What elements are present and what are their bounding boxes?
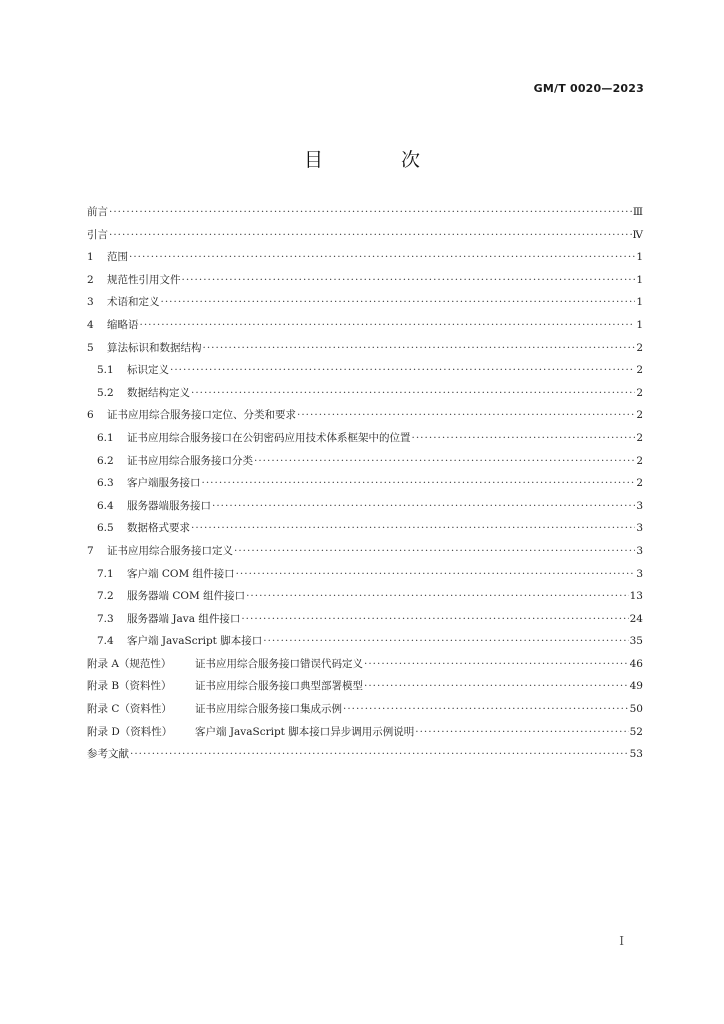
toc-entry-number: 3: [87, 296, 94, 309]
toc-entry-number: 5: [87, 341, 94, 354]
toc-entry[interactable]: [87, 585, 643, 608]
toc-entry-number: 附录 C（资料性）: [87, 703, 172, 716]
toc-entry-number: 7.3: [97, 612, 114, 625]
toc-entry-number: 6.3: [97, 477, 114, 490]
toc-entry[interactable]: [87, 269, 643, 292]
toc-entry[interactable]: [87, 359, 643, 382]
toc-entry-number: 2: [87, 273, 94, 286]
toc-entry-title: 缩略语: [107, 318, 139, 331]
toc-entry-title: 证书应用综合服务接口集成示例: [195, 703, 342, 716]
toc-entry[interactable]: [87, 246, 643, 269]
toc-entry-number: 6.1: [97, 431, 114, 444]
toc-entry-page: 53: [629, 748, 643, 761]
toc-entry-number: 6: [87, 409, 94, 422]
toc-entry-page: 1: [636, 318, 643, 331]
toc-entry-page: 2: [636, 431, 643, 444]
toc-entry-title: 客户端 JavaScript 脚本接口异步调用示例说明: [195, 725, 415, 738]
toc-dot-leader: [241, 608, 628, 631]
toc-entry-page: 46: [629, 657, 643, 670]
toc-dot-leader: [234, 540, 635, 563]
toc-entry-number: 5.2: [97, 386, 114, 399]
toc-entry-page: 52: [629, 725, 643, 738]
toc-dot-leader: [182, 269, 636, 292]
toc-entry-title: 证书应用综合服务接口典型部署模型: [195, 680, 363, 693]
toc-dot-leader: [246, 585, 629, 608]
toc-entry[interactable]: [87, 314, 643, 337]
toc-entry-number: 附录 A（规范性）: [87, 657, 172, 670]
toc-entry-number: 5.1: [97, 364, 114, 377]
toc-entry[interactable]: [87, 540, 643, 563]
toc-entry-number: 7: [87, 544, 94, 557]
document-number: GM/T 0020—2023: [533, 82, 644, 95]
toc-appendix-entry[interactable]: [87, 653, 643, 676]
toc-dot-leader: [129, 246, 635, 269]
toc-entry-title: 标识定义: [127, 364, 169, 377]
toc-dot-leader: [161, 291, 636, 314]
toc-entry-page: 3: [636, 544, 643, 557]
toc-entry[interactable]: [87, 382, 643, 405]
toc-entry[interactable]: [87, 517, 643, 540]
toc-dot-leader: [415, 721, 628, 744]
toc-appendix-entry[interactable]: [87, 721, 643, 744]
toc-dot-leader: [263, 630, 628, 653]
toc-entry[interactable]: [87, 495, 643, 518]
toc-entry-title: 客户端 JavaScript 脚本接口: [127, 635, 263, 648]
toc-entry[interactable]: [87, 608, 643, 631]
toc-entry-page: 1: [636, 273, 643, 286]
toc-entry[interactable]: [87, 404, 643, 427]
toc-entry[interactable]: [87, 450, 643, 473]
toc-appendix-entry[interactable]: [87, 698, 643, 721]
toc-entry-title: 证书应用综合服务接口分类: [127, 454, 253, 467]
toc-dot-leader: [191, 517, 635, 540]
toc-entry[interactable]: [87, 630, 643, 653]
toc-entry-title: 服务器端 Java 组件接口: [127, 612, 241, 625]
toc-entry-page: 3: [636, 522, 643, 535]
toc-entry-title: 客户端服务接口: [127, 477, 201, 490]
toc-entry-page: 2: [636, 454, 643, 467]
toc-dot-leader: [212, 495, 635, 518]
toc-entry-page: 2: [636, 409, 643, 422]
toc-entry-page: 49: [629, 680, 643, 693]
toc-appendix-entry[interactable]: [87, 675, 643, 698]
toc-entry-number: 4: [87, 318, 94, 331]
toc-dot-leader: [297, 404, 635, 427]
toc-entry-page: 24: [629, 612, 643, 625]
toc-entry-page: 3: [636, 499, 643, 512]
toc-entry[interactable]: [87, 743, 643, 766]
toc-dot-leader: [364, 675, 629, 698]
toc-dot-leader: [191, 382, 635, 405]
toc-entry-title: 范围: [107, 251, 128, 264]
page-number: Ⅰ: [619, 934, 624, 948]
toc-entry-title: 引言: [87, 228, 108, 241]
toc-entry-page: 50: [629, 703, 643, 716]
toc-entry-page: 2: [636, 386, 643, 399]
toc-entry-number: 7.1: [97, 567, 114, 580]
toc-entry[interactable]: [87, 472, 643, 495]
toc-dot-leader: [254, 450, 635, 473]
toc-entry-title: 服务器端 COM 组件接口: [127, 590, 246, 603]
toc-dot-leader: [170, 359, 635, 382]
toc-entry-title: 证书应用综合服务接口定义: [107, 544, 233, 557]
toc-dot-leader: [343, 698, 629, 721]
toc-entry-number: 附录 B（资料性）: [87, 680, 172, 693]
toc-entry-title: 证书应用综合服务接口错误代码定义: [195, 657, 363, 670]
toc-dot-leader: [140, 314, 636, 337]
toc-entry-page: 1: [636, 296, 643, 309]
toc-entry[interactable]: [87, 337, 643, 360]
toc-entry-title: 算法标识和数据结构: [107, 341, 202, 354]
toc-entry-number: 6.4: [97, 499, 114, 512]
page-title: 目 次: [303, 149, 457, 171]
toc-entry[interactable]: [87, 563, 643, 586]
toc-entry-page: 3: [636, 567, 643, 580]
toc-entry-title: 服务器端服务接口: [127, 499, 211, 512]
toc-entry[interactable]: [87, 291, 643, 314]
toc-entry-number: 附录 D（资料性）: [87, 725, 173, 738]
toc-entry-title: 术语和定义: [107, 296, 160, 309]
toc-entry-number: 7.2: [97, 590, 114, 603]
toc-entry-title: 证书应用综合服务接口在公钥密码应用技术体系框架中的位置: [127, 431, 411, 444]
toc-dot-leader: [130, 743, 629, 766]
toc-dot-leader: [109, 224, 632, 247]
toc-entry-title: 数据格式要求: [127, 522, 190, 535]
toc-entry[interactable]: [87, 224, 643, 247]
toc-entry-page: Ⅳ: [632, 228, 643, 241]
toc-dot-leader: [109, 201, 632, 224]
toc-entry-title: 规范性引用文件: [107, 273, 181, 286]
toc-entry-page: 2: [636, 341, 643, 354]
toc-entry-title: 证书应用综合服务接口定位、分类和要求: [107, 409, 296, 422]
toc-entry-number: 7.4: [97, 635, 114, 648]
toc-entry-page: 2: [636, 364, 643, 377]
toc-dot-leader: [203, 337, 636, 360]
toc-entry-number: 6.2: [97, 454, 114, 467]
toc-dot-leader: [364, 653, 629, 676]
toc-entry-title: 参考文献: [87, 748, 129, 761]
table-of-contents: [87, 201, 643, 766]
toc-entry[interactable]: [87, 201, 643, 224]
toc-entry-page: 13: [629, 590, 643, 603]
toc-entry-page: Ⅲ: [632, 206, 643, 218]
toc-entry-page: 35: [629, 635, 643, 648]
toc-entry-title: 客户端 COM 组件接口: [127, 567, 235, 580]
toc-entry-number: 6.5: [97, 522, 114, 535]
toc-dot-leader: [236, 563, 636, 586]
toc-dot-leader: [412, 427, 636, 450]
toc-entry-page: 1: [636, 251, 643, 264]
toc-entry-title: 数据结构定义: [127, 386, 190, 399]
toc-entry[interactable]: [87, 427, 643, 450]
toc-entry-page: 2: [636, 477, 643, 490]
toc-dot-leader: [202, 472, 636, 495]
toc-entry-number: 1: [87, 251, 94, 264]
toc-entry-title: 前言: [87, 206, 108, 218]
